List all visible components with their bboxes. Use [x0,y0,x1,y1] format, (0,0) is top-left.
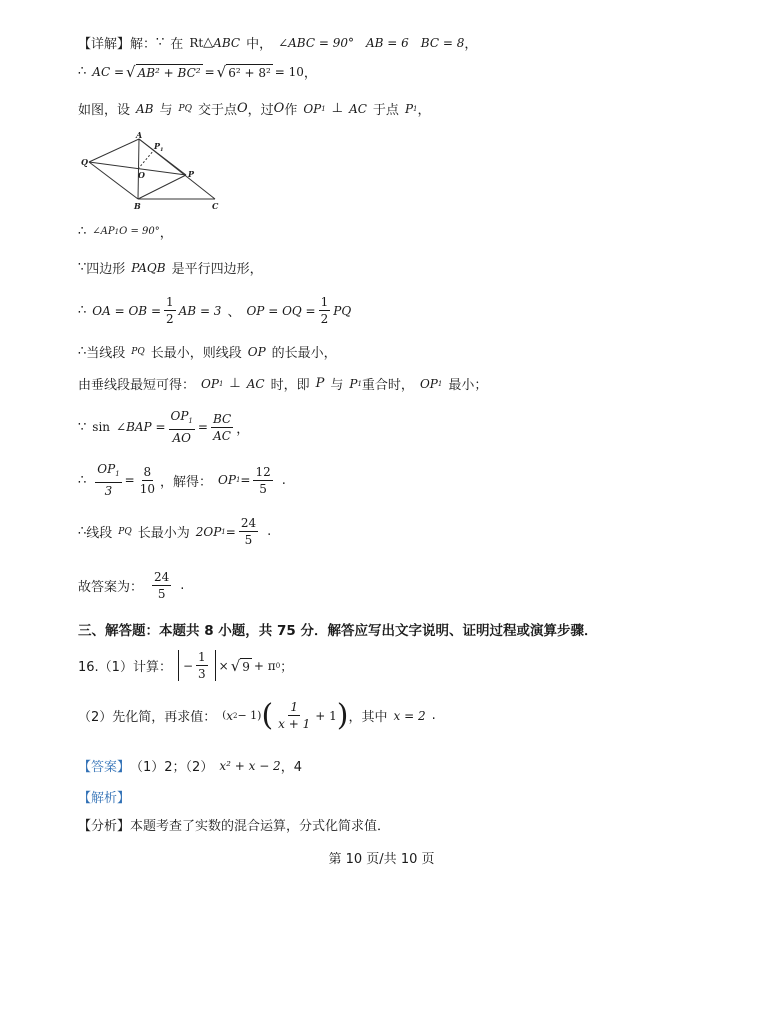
label-p: P [188,169,195,179]
answer-line: 【答案】 （1）2；（2） x² + x − 2 ，4 [78,756,302,775]
fraction: $\frac{BC}{AC}$ [212,411,232,443]
label-c: C [212,201,219,211]
label-p1-sub: 1 [160,147,164,153]
segment-qa [89,139,139,162]
solution-line-9: ∵ sin ∠BAP = $\frac{OP_1}{AO}$ = $\frac{BC}{AC}$ ， [78,409,250,445]
fraction: $\frac{OP_1}{3}$ [97,462,120,498]
solution-heading: 【详解】解： [78,37,157,52]
answer-label: 【答案】 [78,760,131,775]
segment-op1 [138,150,154,169]
solution-line-7: ∴ 当线段 PQ 长最小，则线段 OP 的长最小， [78,344,337,361]
fraction: $\frac{12}{5}$ [255,464,271,496]
sqrt-expression: √ 9 [230,656,250,675]
fraction: $\frac{1}{2}$ [166,295,174,326]
analysis-text: 【分析】本题考查了实数的混合运算，分式化简求值． [78,819,391,834]
solution-line-2: ∴ AC = √ AB² + BC² = √ 6² + 8² = 10 ， [78,62,317,81]
final-answer-line: 故答案为： $\frac{24}{5}$ . [78,570,185,601]
section-heading: 三、解答题：本题共 8 小题，共 75 分．解答应写出文字说明、证明过程或演算步骤． [78,623,598,639]
solution-line-11: ∴ 线段 PQ 长最小为 2OP 1 = $\frac{24}{5}$ . [78,516,272,547]
absolute-value: − $\frac{1}{3}$ [178,650,216,681]
question-16-part-2: （2）先化简，再求值： ( x 2 − 1) ( $\frac{1}{x + 1}$ + 1 ) ，其中 x = 2 . [78,697,436,733]
analysis-label: 【解析】 [78,791,131,806]
solution-line-5: ∵ 四边形 PAQB 是平行四边形， [78,260,263,277]
sqrt-expression: √ AB² + BC² [126,62,201,81]
label-o: O [138,170,145,180]
question-16-part-1: 16.（1）计算： − $\frac{1}{3}$ × √ 9 + π 0 ； [78,650,294,681]
page-footer: 第 10 页/共 10 页 [328,852,435,867]
sqrt-expression: √ 6² + 8² [216,62,271,81]
fraction: $\frac{1}{2}$ [320,295,329,326]
label-p1: P [154,141,161,151]
fraction: $\frac{1}{x + 1}$ [278,700,311,731]
solution-line-3: 如图，设 AB 与 PQ 交于点 O ，过 O 作 OP 1 ⊥ AC 于点 P 1 ， [78,101,431,118]
label-q: Q [81,157,88,167]
label-b: B [134,201,141,211]
label-a: A [136,132,143,140]
geometry-figure [80,132,230,212]
fraction: $\frac{24}{5}$ [154,570,170,601]
solution-line-6: ∴ OA = OB = $\frac{1}{2}$ AB = 3 、 OP = OQ = $\frac{1}{2}$ PQ [78,295,352,326]
solution-line-4: ∴ ∠AP 1 O = 90° ， [78,224,173,241]
segment-bp [138,175,186,199]
fraction: $\frac{OP_1}{AO}$ [170,409,193,445]
solution-line-1: 【详解】解： ∵ 在 Rt △ ABC 中， ∠ABC = 90° AB = 6 BC = 8 ， [78,35,478,52]
solution-line-10: ∴ $\frac{OP_1}{3}$ = $\frac{8}{10}$ ，解得： OP 1 = $\frac{12}{5}$ . [78,462,286,498]
fraction: $\frac{8}{10}$ [139,464,156,496]
solution-line-8: 由垂线段最短可得： OP 1 ⊥ AC 时，即 P 与 P 1 重合时， OP 1 最小； [78,376,488,393]
fraction: $\frac{24}{5}$ [240,516,257,547]
